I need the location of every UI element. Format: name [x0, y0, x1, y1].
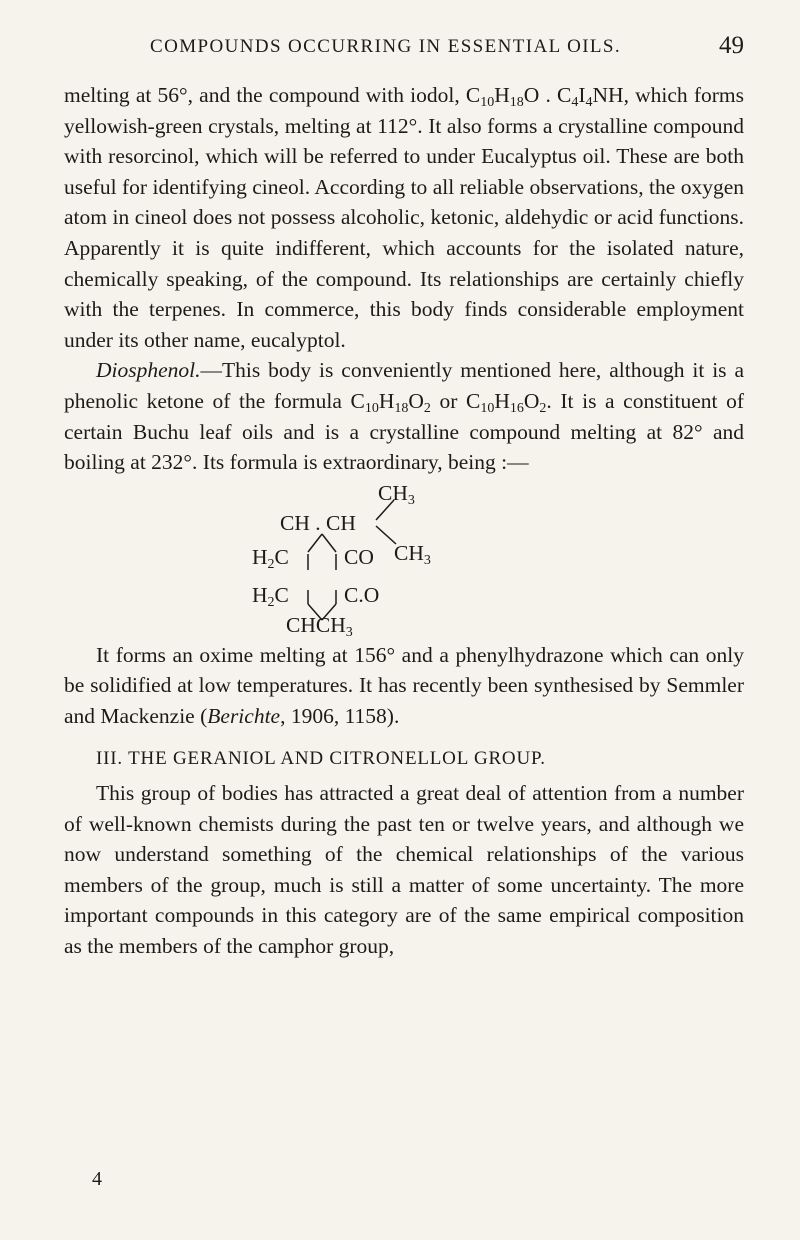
paragraph-cineol — [64, 80, 744, 355]
para1-text-5: NH, which forms yellowish-green crystals, melting at 112°. It also forms a crystalline compound with resorcinol, which will be referred to under Eucalyptus oil. These are both useful for identifying cineol. According to all reliable observations, the oxygen atom in cineol does not possess alcoholic, ketonic, aldehydic or acid functions. Apparently it is quite indifferent, which accounts for the isolated nature, chemically speaking, of the compound. Its relationships are certainly chiefly with the terpenes. In commerce, this body finds considerable employment under its other name, eucalyptol. — [64, 83, 744, 352]
para2-text-2: H — [378, 388, 395, 413]
para1-text-3: O . C — [523, 83, 572, 107]
formula-chch3: $CHCH_3$ — [286, 612, 353, 640]
para2-sub-6: 2 — [539, 400, 547, 416]
para1-sub-3: 4 — [571, 95, 579, 110]
formula-h2c-lower: $H_2C$ — [252, 582, 289, 610]
para3-text-1: It forms an oxime melting at 156° and a phenylhydrazone which can only be solidified at low temperatures. It has recently been synthesised by Semmler and Mackenzie ( — [64, 642, 744, 728]
formula-ch-ch: CH . CH — [280, 510, 356, 535]
diosphenol-structural-formula — [64, 478, 744, 640]
para2-text-1: —This body is conveniently mentioned here, although it is a phenolic ketone of the formula C — [64, 358, 744, 413]
bond-ch-ch3-right — [376, 526, 396, 544]
formula-c-o: C.O — [344, 582, 380, 607]
para1-text-4: I — [578, 83, 586, 107]
para2-text-6: O — [523, 388, 540, 413]
diosphenol-title: Diosphenol. — [96, 358, 201, 383]
para1-text-2: H — [494, 83, 510, 107]
para2-sub-5: 16 — [509, 400, 524, 416]
paragraph-diosphenol — [64, 355, 744, 477]
para2-text-5: H — [494, 388, 510, 413]
para2-text-3: O — [408, 388, 424, 413]
formula-h2c-upper: $H_2C$ — [252, 544, 289, 572]
body-text — [64, 80, 744, 962]
running-title: COMPOUNDS OCCURRING IN ESSENTIAL OILS. — [150, 36, 622, 57]
page-number: 49 — [719, 32, 744, 59]
para1-sub-2: 18 — [509, 95, 524, 110]
formula-co: CO — [344, 544, 374, 569]
para1-sub-4: 4 — [585, 95, 593, 110]
para2-sub-2: 18 — [394, 400, 409, 416]
paragraph-geraniol-group: This group of bodies has attracted a great deal of attention from a number of well-known chemists during the past ten or twelve years, and although we now understand something of the chemical relationships of the various members of the group, much is still a matter of some uncertainty. The more important compounds in this category are of the same empirical composition as the members of the camphor group, — [64, 781, 744, 959]
para1-text-1: melting at 56°, and the compound with iodol, C — [64, 83, 481, 107]
page-header — [64, 28, 744, 68]
berichte-citation: Berichte — [207, 703, 281, 728]
printer-signature: 4 — [92, 1168, 102, 1190]
paragraph-oxime — [64, 640, 744, 732]
para2-sub-3: 2 — [423, 400, 431, 416]
para2-text-7: . It is a constituent of certain Buchu leaf oils and is a crystalline compound melting at 82° and boiling at 232°. Its formula is extraordinary, being :— — [64, 388, 745, 475]
para2-text-4: or C — [430, 388, 481, 413]
formula-ch3-top: $CH_3$ — [378, 480, 415, 508]
para1-sub-1: 10 — [480, 95, 495, 110]
para2-sub-1: 10 — [364, 400, 379, 416]
formula-ch3-right: $CH_3$ — [394, 540, 431, 568]
para3-text-2: , 1906, 1158). — [280, 703, 400, 728]
para2-sub-4: 10 — [480, 400, 495, 416]
section-heading: III. THE GERANIOL AND CITRONELLOL GROUP. — [96, 747, 546, 769]
